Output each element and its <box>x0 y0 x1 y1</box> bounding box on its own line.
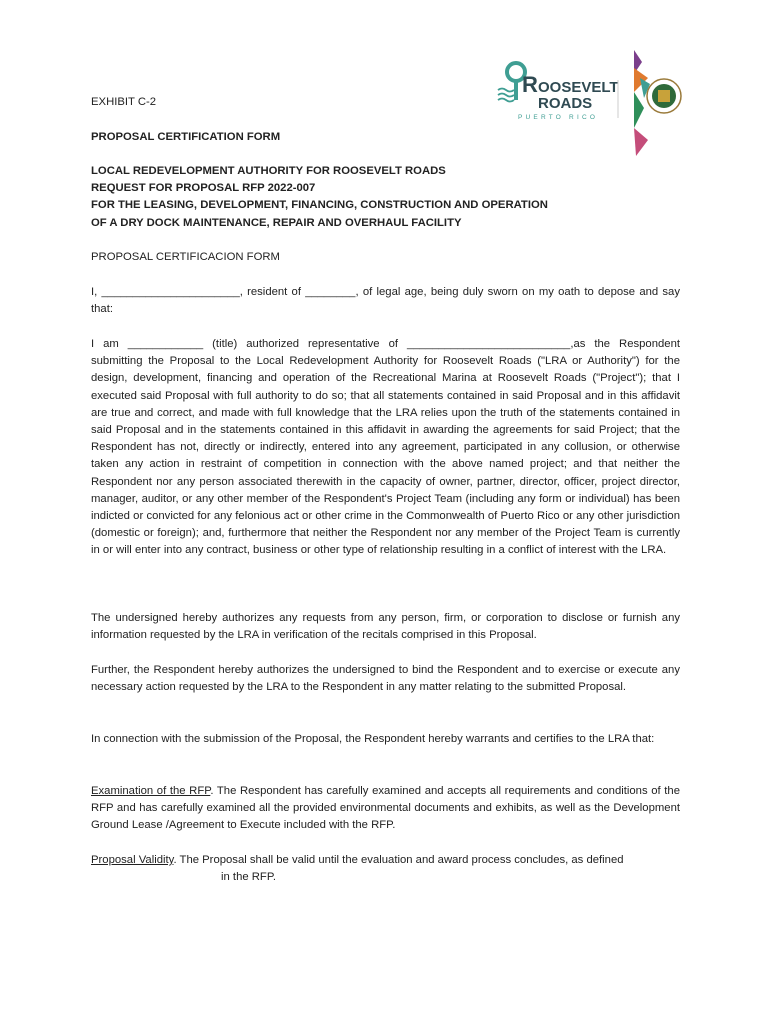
heading-line: REQUEST FOR PROPOSAL RFP 2022-007 <box>91 182 316 195</box>
authorize-bind-paragraph: Further, the Respondent hereby authorizes the undersigned to bind the Respondent and to exercise or execute any necessary action requested by the LRA to the Respondent in any matter relating to the submitted Proposal. <box>91 664 680 694</box>
logo-line2: ROADS <box>538 95 593 112</box>
heading-line: LOCAL REDEVELOPMENT AUTHORITY FOR ROOSEVELT ROADS <box>91 165 446 177</box>
logo-subline: PUERTO RICO <box>518 114 599 121</box>
logo-initial: R <box>522 72 538 97</box>
heading-line: OF A DRY DOCK MAINTENANCE, REPAIR AND OVERHAUL FACILITY <box>91 216 462 229</box>
representative-paragraph: I am ____________ (title) authorized representative of __________________________,as the Respondent submitting the Proposal to the Local Redevelopment Authority for Roosevelt Roads ("LRA or Authority") for the design, development, financing and operation of the Recreational Marina at Roosevelt Roads ("Project"); that I executed said Proposal with full authority to do so; that all statements contained in said Proposal and in this affidavit are true and correct, and made with full knowledge that the LRA relies upon the truth of the statements contained in said Proposal and in the statements contained in this affidavit in awarding the agreements for said Project; that the Respondent has not, directly or indirectly, entered into any agreement, participated in any collusion, or otherwise taken any action in restraint of competition in connection with the above named project; and that neither the Respondent nor any person associated therewith in the capacity of owner, partner, director, officer, project director, manager, auditor, or any other member of the Respondent's Project Team (including any form or individual) has been indicted or convicted for any felonious act or other crime in the Commonwealth of Puerto Rico or any other jurisdiction (domestic or foreign); and, furthermore that neither the Respondent nor any member of the Project Team is currently in or will enter into any contract, business or other type of relationship resulting in a conflict of interest with the LRA. <box>91 338 680 557</box>
examination-paragraph <box>91 783 680 835</box>
examination-text: . The Respondent has carefully examined and accepts all requirements and conditions of the RFP and has carefully examined all the provided environmental documents and exhibits, as well as the Development Ground Lease /Agreement to Execute included with the RFP. <box>91 785 680 832</box>
heading-line: FOR THE LEASING, DEVELOPMENT, FINANCING, CONSTRUCTION AND OPERATION <box>91 199 548 212</box>
rfp-heading <box>91 163 680 232</box>
logo-line1: OOSEVELT <box>538 79 619 96</box>
validity-text-continued: in the RFP. <box>221 871 277 884</box>
validity-text: . The Proposal shall be valid until the evaluation and award process concludes, as defined <box>173 854 624 866</box>
authorize-requests-paragraph: The undersigned hereby authorizes any requests from any person, firm, or corporation to disclose or furnish any information requested by the LRA in verification of the recitals comprised in this Proposal. <box>91 612 680 642</box>
validity-paragraph <box>91 852 680 886</box>
exhibit-label: EXHIBIT C-2 <box>91 96 157 108</box>
warrants-paragraph: In connection with the submission of the Proposal, the Respondent hereby warrants and certifies to the LRA that: <box>91 733 655 745</box>
form-subtitle: PROPOSAL CERTIFICACION FORM <box>91 251 280 263</box>
validity-label: Proposal Validity <box>91 854 174 866</box>
form-title: PROPOSAL CERTIFICATION FORM <box>91 131 281 143</box>
examination-label: Examination of the RFP <box>91 785 211 797</box>
oath-paragraph: I, ______________________, resident of ________, of legal age, being duly sworn on my oath to depose and say that: <box>91 286 680 316</box>
